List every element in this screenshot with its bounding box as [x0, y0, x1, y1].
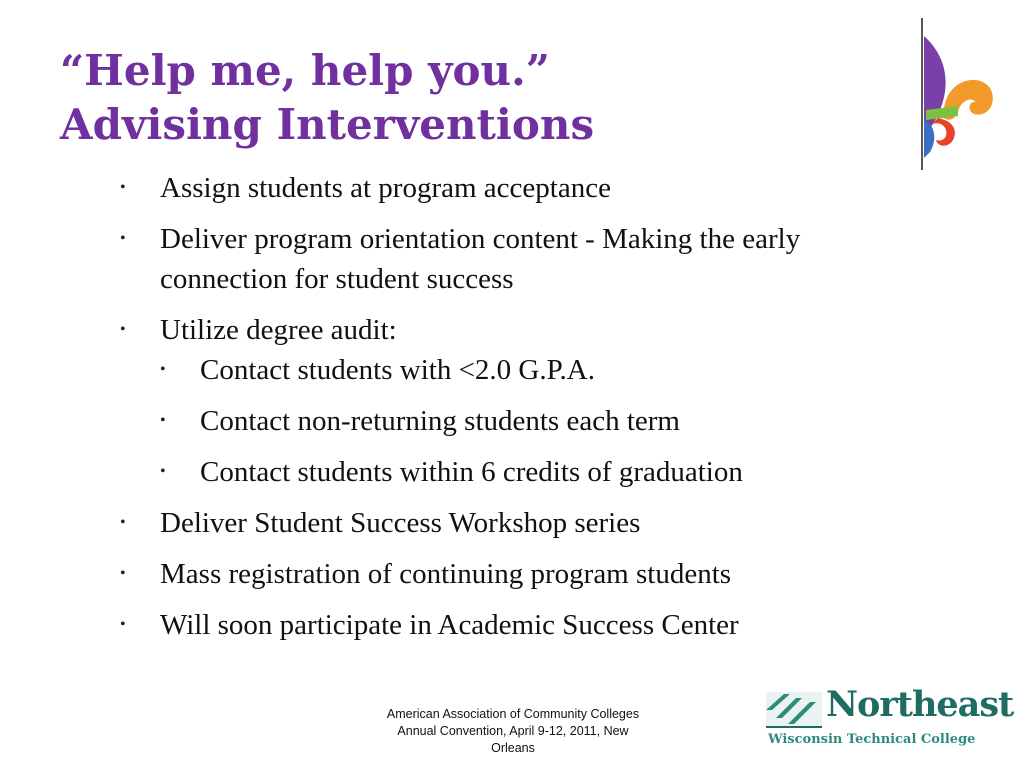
title-line-2: Advising Interventions	[60, 100, 595, 149]
title-line-1: “Help me, help you.”	[60, 46, 550, 95]
conference-line: Annual Convention, April 9-12, 2011, New	[397, 724, 629, 738]
sub-bullet-item: • Contact students within 6 credits of graduation	[160, 452, 920, 492]
conference-footer	[360, 706, 666, 757]
logo-mark-icon	[766, 690, 824, 730]
sub-bullet-item: • Contact non-returning students each term	[160, 401, 920, 441]
logo-subtitle: Wisconsin Technical College	[768, 732, 976, 747]
conference-line: American Association of Community Colleges	[386, 707, 640, 721]
college-logo	[766, 684, 1014, 752]
bullet-item: • Will soon participate in Academic Success Center	[120, 605, 920, 645]
sub-bullet-item: • Contact students with <2.0 G.P.A.	[160, 350, 920, 390]
logo-name: Northeast	[826, 684, 1014, 725]
slide-title	[60, 44, 900, 152]
bullet-item: • Mass registration of continuing program students	[120, 554, 920, 594]
bullet-item: • Deliver Student Success Workshop series	[120, 503, 920, 543]
fleur-de-lis-icon	[918, 14, 998, 174]
sub-bullet-list	[160, 350, 920, 492]
conference-line: Orleans	[491, 741, 535, 755]
bullet-item: • Assign students at program acceptance	[120, 168, 920, 208]
bullet-item-label: Utilize degree audit:	[160, 314, 397, 346]
bullet-item-degree-audit	[120, 310, 920, 492]
bullet-list	[120, 168, 920, 656]
bullet-item: • Deliver program orientation content - Making the early connection for student success	[120, 219, 920, 299]
